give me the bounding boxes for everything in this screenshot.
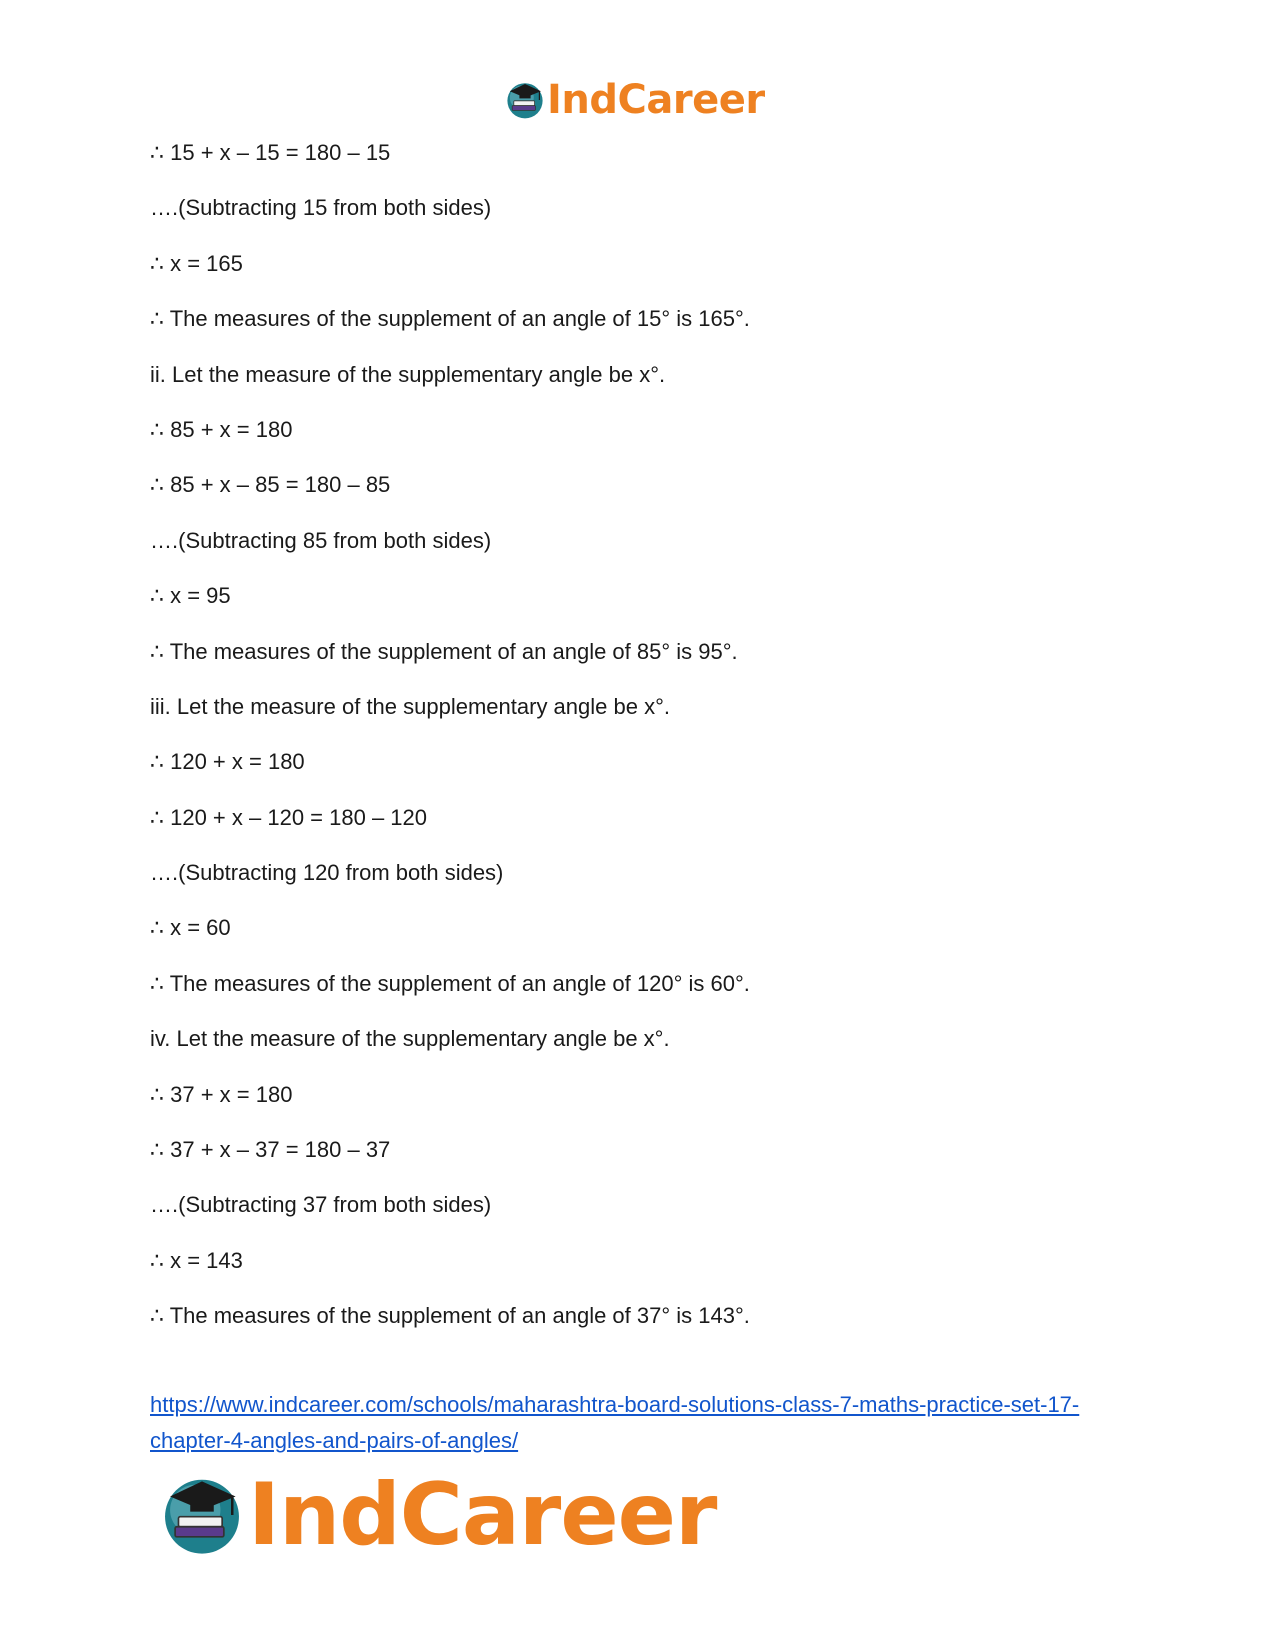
indcareer-logo-header — [505, 77, 765, 123]
solution-line: ….(Subtracting 85 from both sides) — [150, 527, 492, 553]
solution-line: ∴ The measures of the supplement of an angle of 85° is 95°. — [150, 638, 738, 664]
logo-wordmark: IndCareer — [547, 77, 765, 123]
solution-line: ∴ x = 165 — [150, 250, 243, 276]
solution-body — [150, 140, 1150, 1359]
solution-line: ∴ 120 + x – 120 = 180 – 120 — [150, 804, 427, 830]
solution-line: iv. Let the measure of the supplementary angle be x°. — [150, 1026, 670, 1052]
solution-line: ∴ 15 + x – 15 = 180 – 15 — [150, 140, 391, 165]
solution-line: ∴ x = 143 — [150, 1247, 243, 1273]
solution-line: ∴ 37 + x – 37 = 180 – 37 — [150, 1137, 391, 1163]
solution-line: ∴ The measures of the supplement of an angle of 37° is 143°. — [150, 1303, 750, 1329]
globe-graduation-cap-icon — [505, 80, 545, 120]
source-url-line-2[interactable]: chapter-4-angles-and-pairs-of-angles/ — [150, 1428, 519, 1453]
solution-line: ….(Subtracting 120 from both sides) — [150, 860, 504, 886]
solution-line: iii. Let the measure of the supplementary angle be x°. — [150, 693, 670, 719]
source-url-line-1[interactable]: https://www.indcareer.com/schools/maharashtra-board-solutions-class-7-maths-practice-set-17- — [150, 1392, 1080, 1417]
solution-line: ….(Subtracting 37 from both sides) — [150, 1192, 492, 1218]
solution-line: ∴ The measures of the supplement of an angle of 120° is 60°. — [150, 970, 750, 996]
solution-line: ∴ 85 + x – 85 = 180 – 85 — [150, 472, 391, 498]
indcareer-logo-footer — [160, 1465, 717, 1565]
solution-line: ∴ 37 + x = 180 — [150, 1081, 293, 1107]
solution-line: ∴ The measures of the supplement of an angle of 15° is 165°. — [150, 306, 750, 332]
source-url-link[interactable] — [150, 1387, 1130, 1459]
solution-line: ∴ 85 + x = 180 — [150, 416, 293, 442]
solution-line: ∴ 120 + x = 180 — [150, 749, 305, 775]
solution-line: ∴ x = 60 — [150, 915, 231, 941]
solution-line: ii. Let the measure of the supplementary angle be x°. — [150, 361, 666, 387]
solution-line: ….(Subtracting 15 from both sides) — [150, 195, 492, 221]
solution-line: ∴ x = 95 — [150, 583, 231, 609]
globe-graduation-cap-icon — [160, 1473, 244, 1557]
logo-wordmark: IndCareer — [248, 1465, 717, 1565]
